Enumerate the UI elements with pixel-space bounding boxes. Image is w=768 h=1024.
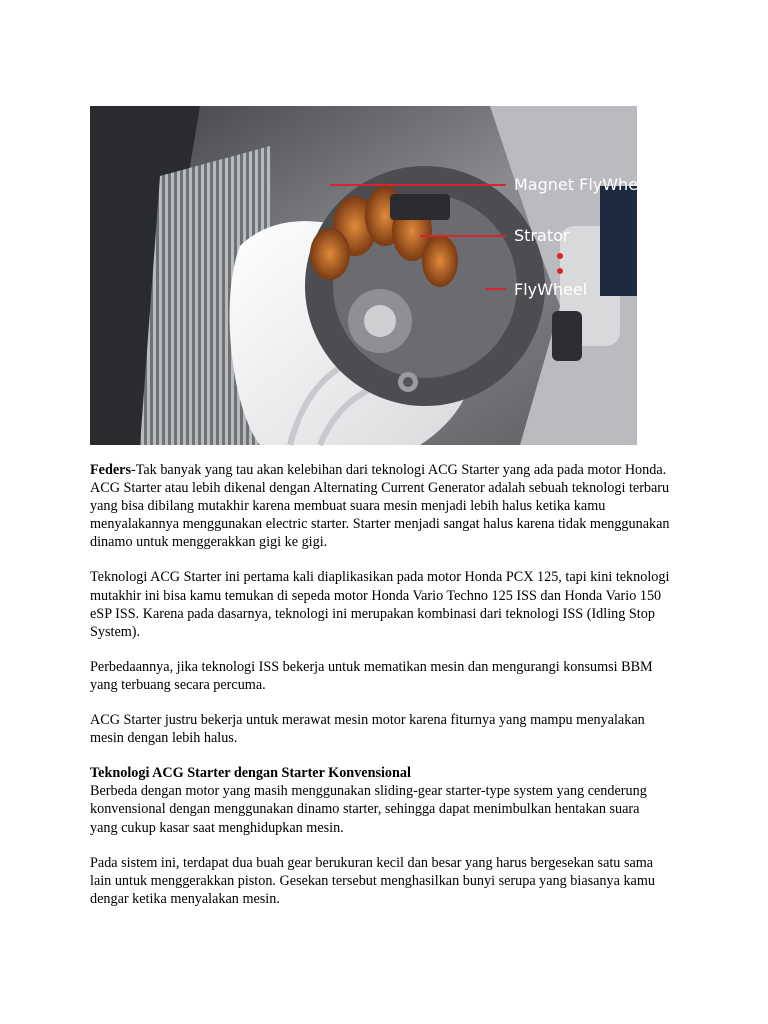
intro-text: -Tak banyak yang tau akan kelebihan dari teknologi ACG Starter yang ada pada motor Honda. ACG Starter atau lebih dikenal dengan Alternating Current Generator adalah sebuah teknologi terbaru yang bisa dibilang mutakhir karena membuat suara mesin menjadi lebih halus ketika kamu menyalakannya menggunakan electric starter. Starter menjadi sangat halus karena tidak menggunakan dinamo untuk menggerakkan gigi ke gigi. [90,462,670,551]
paragraph-3: Perbedaannya, jika teknologi ISS bekerja untuk mematikan mesin dan mengurangi konsumsi BBM yang terbuang secara percuma. [90,658,653,693]
section-heading: Teknologi ACG Starter dengan Starter Konvensional [90,765,411,782]
paragraph-5: Berbeda dengan motor yang masih menggunakan sliding-gear starter-type system yang cenderung konvensional dengan menggunakan dinamo starter, sehingga dapat menimbulkan hentakan suara yang cukup kasar saat menghidupkan mesin. [90,783,647,836]
intro-paragraph [90,461,670,551]
article-body [90,461,670,908]
paragraph-4: ACG Starter justru bekerja untuk merawat mesin motor karena fiturnya yang mampu menyalakan mesin dengan lebih halus. [90,712,645,747]
engine-illustration [90,106,653,445]
label-strator: Strator [514,226,570,245]
engine-cutaway-photo [90,106,653,445]
intro-lead: Feders [90,462,131,478]
label-flywheel: FlyWheel [514,280,588,299]
paragraph-2: Teknologi ACG Starter ini pertama kali diaplikasikan pada motor Honda PCX 125, tapi kini teknologi mutakhir ini bisa kamu temukan di sepeda motor Honda Vario Techno 125 ISS dan Honda Vario 150 eSP ISS. Karena pada dasarnya, teknologi ini merupakan kombinasi dari teknologi ISS (Idling Stop System). [90,569,670,640]
label-magnet-flywheel: Magnet FlyWheel [514,175,653,194]
paragraph-6: Pada sistem ini, terdapat dua buah gear berukuran kecil dan besar yang harus bergesekan satu sama lain untuk menggerakkan piston. Gesekan tersebut menghasilkan bunyi serupa yang biasanya kamu dengar ketika menyalakan mesin. [90,854,655,907]
